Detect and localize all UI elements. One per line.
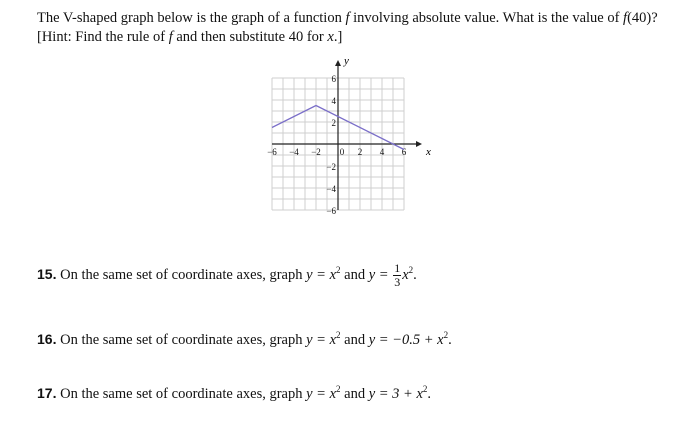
intro-text: (40)?: [627, 10, 658, 26]
x-axis-label: x: [426, 146, 431, 158]
y-tick-label: −6: [326, 206, 336, 216]
problem-text: On the same set of coordinate axes, graph: [56, 385, 307, 402]
tick-labels: [267, 74, 407, 216]
problem-15: [37, 262, 417, 289]
function-symbol: f: [345, 10, 350, 26]
problem-number: 17.: [37, 384, 57, 401]
equation-2-variable: x: [402, 266, 409, 283]
problem-17: [37, 384, 431, 403]
x-tick-label: −2: [311, 147, 321, 157]
hint-text: and then substitute 40 for: [172, 29, 328, 45]
exponent: 2: [336, 384, 341, 394]
period: .: [413, 266, 417, 283]
y-tick-label: 4: [331, 96, 336, 106]
problem-number: 15.: [37, 265, 57, 282]
conjunction: and: [340, 266, 369, 283]
question-intro: [37, 9, 687, 47]
y-tick-label: −2: [326, 162, 336, 172]
x-tick-label: 6: [401, 147, 407, 157]
problem-text: On the same set of coordinate axes, graph: [56, 266, 307, 283]
exponent: 2: [422, 384, 428, 394]
equation-2: y = 3 + x: [368, 385, 423, 402]
fraction-numerator: 1: [394, 261, 401, 275]
hint-text: [Hint: Find the rule of: [37, 29, 169, 45]
y-tick-label: −4: [326, 184, 336, 194]
y-axis-label: y: [344, 58, 349, 67]
intro-text: The V-shaped graph below is the graph of a function: [37, 10, 346, 26]
exponent: 2: [336, 265, 341, 275]
equation-2-prefix: y =: [368, 266, 393, 283]
y-tick-label: 2: [331, 118, 336, 128]
fraction-one-third: [393, 262, 401, 289]
v-shaped-graph: [262, 58, 442, 218]
problem-text: On the same set of coordinate axes, graph: [56, 331, 307, 348]
x-tick-label: 0: [339, 147, 345, 157]
x-tick-label: 4: [379, 147, 385, 157]
period: .: [448, 331, 452, 348]
intro-text: involving absolute value. What is the value of: [349, 10, 624, 26]
fraction-denominator: 3: [394, 275, 401, 289]
exponent: 2: [336, 330, 341, 340]
hint-text: .]: [333, 29, 343, 45]
exponent: 2: [443, 330, 449, 340]
x-axis-arrow: [416, 141, 422, 147]
conjunction: and: [340, 385, 369, 402]
x-tick-label: −4: [289, 147, 299, 157]
conjunction: and: [340, 331, 369, 348]
equation-1: y = x: [306, 266, 337, 283]
function-symbol: f: [168, 29, 173, 45]
equation-2: y = −0.5 + x: [368, 331, 444, 348]
y-tick-label: 6: [331, 74, 336, 84]
x-tick-label: 2: [357, 147, 363, 157]
x-tick-label: −6: [267, 147, 277, 157]
problem-16: [37, 330, 452, 349]
variable-symbol: x: [327, 29, 334, 45]
exponent: 2: [408, 265, 414, 275]
function-symbol: f: [623, 10, 628, 26]
y-axis-arrow: [335, 60, 341, 66]
period: .: [427, 385, 432, 402]
problem-number: 16.: [37, 330, 57, 347]
equation-1: y = x: [306, 331, 337, 348]
equation-1: y = x: [306, 385, 337, 402]
